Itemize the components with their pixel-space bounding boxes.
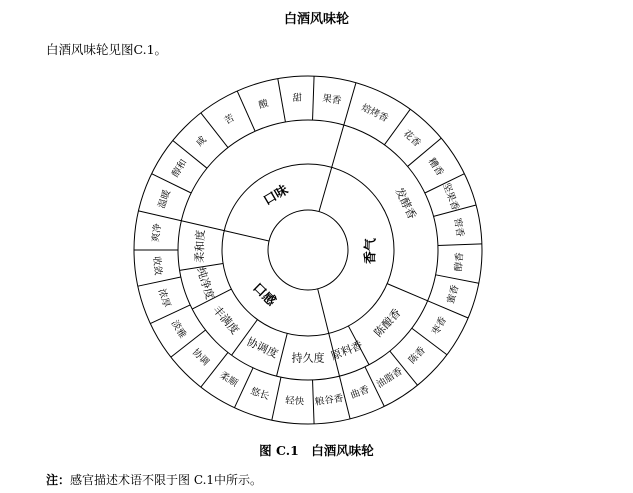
outer-segment-label: 收敛 bbox=[150, 255, 164, 276]
outer-segment-label: 陈香 bbox=[406, 344, 428, 367]
middle-divider bbox=[387, 284, 428, 301]
outer-divider bbox=[436, 275, 479, 283]
outer-segment-label: 温暖 bbox=[156, 188, 174, 211]
center-segment-label: 口感 bbox=[249, 280, 279, 310]
middle-segment-label: 丰满度 bbox=[210, 303, 242, 337]
intro-paragraph: 白酒风味轮见图C.1。 bbox=[46, 42, 168, 57]
center-divider bbox=[224, 231, 269, 241]
figure-caption: 图 C.1 白酒风味轮 bbox=[259, 443, 374, 458]
center-segment-label: 香气 bbox=[363, 237, 379, 265]
outer-segment-label: 枣香 bbox=[430, 315, 450, 337]
outer-segment-label: 甜 bbox=[292, 92, 303, 105]
middle-segment-label: 持久度 bbox=[291, 351, 325, 365]
outer-divider bbox=[278, 79, 286, 122]
outer-segment-label: 窖香 bbox=[451, 217, 466, 238]
middle-segment-label: 陈酿香 bbox=[371, 306, 404, 340]
outer-segment-label: 淡雅 bbox=[168, 318, 189, 341]
inner-ring bbox=[268, 210, 348, 290]
outer-divider bbox=[138, 277, 181, 286]
middle-segment-label: 协调度 bbox=[244, 335, 281, 361]
outer-segment-label: 浓厚 bbox=[155, 287, 173, 309]
center-divider bbox=[318, 289, 329, 334]
outer-segment-label: 爽净 bbox=[150, 222, 164, 243]
wheel-labels bbox=[149, 92, 466, 408]
outer-divider bbox=[272, 377, 281, 420]
outer-segment-label: 柔顺 bbox=[217, 369, 240, 390]
outer-divider bbox=[152, 174, 192, 193]
middle-divider bbox=[332, 125, 344, 167]
outer-segment-label: 苦 bbox=[222, 112, 237, 127]
outer-segment-label: 协调 bbox=[189, 346, 212, 369]
outer-segment-label: 花香 bbox=[400, 128, 423, 150]
outer-divider bbox=[138, 211, 181, 221]
middle-segment-label: 纯净度 bbox=[194, 265, 217, 302]
outer-segment-label: 曲香 bbox=[349, 384, 371, 402]
outer-inner-ring bbox=[178, 120, 438, 380]
outer-segment-label: 焙烤香 bbox=[359, 102, 390, 125]
middle-divider bbox=[277, 333, 288, 376]
outer-divider bbox=[344, 83, 356, 125]
footnote-text: 感官描述术语不限于图 C.1中所示。 bbox=[70, 473, 263, 487]
outer-segment-label: 果香 bbox=[321, 92, 343, 107]
outer-divider bbox=[313, 76, 315, 120]
outer-segment-label: 悠长 bbox=[249, 385, 271, 403]
outer-ring bbox=[134, 76, 482, 424]
middle-divider bbox=[181, 221, 224, 231]
outer-segment-label: 醇香 bbox=[453, 252, 466, 272]
middle-segment-label: 柔和度 bbox=[192, 229, 208, 263]
outer-divider bbox=[313, 380, 315, 424]
outer-segment-label: 粮谷香 bbox=[314, 393, 345, 408]
outer-divider bbox=[438, 244, 482, 246]
outer-segment-label: 咸 bbox=[194, 134, 209, 149]
document-title: 白酒风味轮 bbox=[283, 12, 349, 27]
middle-segment-label: 原料香 bbox=[328, 338, 365, 363]
outer-divider bbox=[237, 91, 255, 131]
outer-segment-label: 轻快 bbox=[284, 395, 305, 408]
outer-segment-label: 糟香 bbox=[425, 156, 446, 179]
outer-segment-label: 坚果香 bbox=[440, 181, 461, 213]
center-divider bbox=[319, 167, 332, 211]
outer-segment-label: 酸 bbox=[257, 97, 270, 112]
outer-divider bbox=[234, 368, 253, 408]
outer-segment-label: 醇和 bbox=[170, 157, 190, 180]
footnote bbox=[46, 471, 262, 488]
footnote-label: 注： bbox=[46, 473, 71, 487]
center-segment-label: 口味 bbox=[261, 182, 292, 209]
outer-divider bbox=[150, 305, 190, 324]
outer-segment-label: 油脂香 bbox=[374, 365, 405, 391]
wheel-ring-lines bbox=[134, 76, 482, 424]
outer-segment-label: 蜜香 bbox=[445, 283, 462, 306]
middle-segment-label: 发酵香 bbox=[392, 185, 419, 222]
